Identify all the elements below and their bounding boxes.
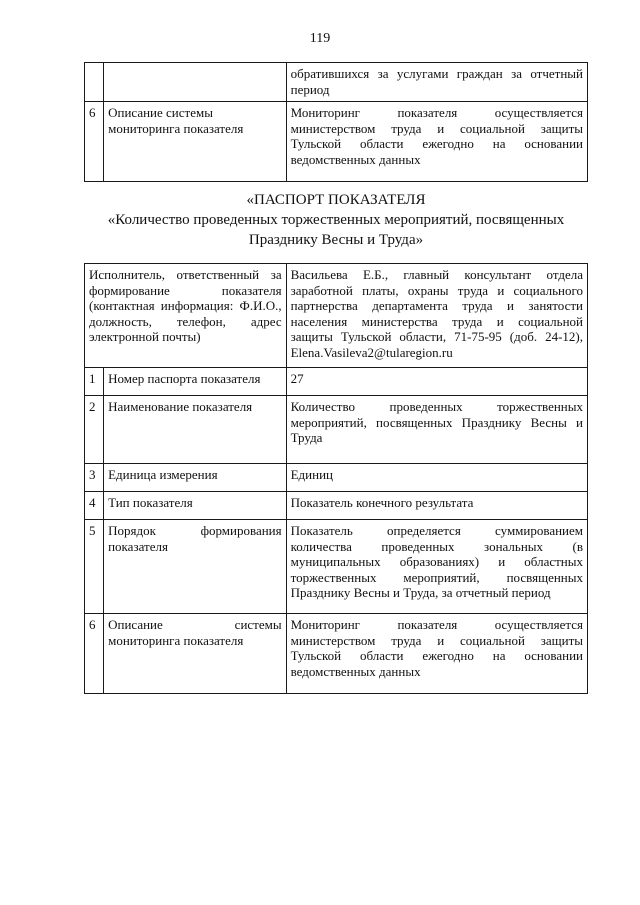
table-row [85, 492, 588, 520]
row-number: 6 [85, 614, 104, 694]
executor-row [85, 264, 588, 368]
passport-title: «ПАСПОРТ ПОКАЗАТЕЛЯ [246, 192, 426, 208]
row-number: 1 [85, 368, 104, 396]
row-value: обратившихся за услугами граждан за отчетный период [286, 63, 587, 102]
row-name: Единица измерения [104, 464, 287, 492]
row-value: Мониторинг показателя осуществляется министерством труда и социальной защиты Тульской области ежегодно на основании ведомственных данных [286, 102, 587, 182]
row-number: 5 [85, 520, 104, 614]
row-name: Описание системы мониторинга показателя [104, 614, 287, 694]
table-row [85, 396, 588, 464]
table-row [85, 102, 588, 182]
row-name: Описание системы мониторинга показателя [104, 102, 287, 182]
table-row [85, 368, 588, 396]
continuation-table [84, 62, 588, 182]
row-name: Наименование показателя [104, 396, 287, 464]
row-number: 6 [85, 102, 104, 182]
row-number: 3 [85, 464, 104, 492]
page-number: 119 [309, 31, 331, 46]
table-row [85, 614, 588, 694]
row-number: 2 [85, 396, 104, 464]
row-number [85, 63, 104, 102]
passport-subtitle-line2: Празднику Весны и Труда» [248, 232, 424, 248]
row-value: Количество проведенных торжественных мероприятий, посвященных Празднику Весны и Труда [286, 396, 587, 464]
row-name: Тип показателя [104, 492, 287, 520]
row-value: Показатель конечного результата [286, 492, 587, 520]
row-name [104, 63, 287, 102]
passport-table [84, 263, 588, 694]
table-row [85, 63, 588, 102]
executor-label: Исполнитель, ответственный за формирование показателя (контактная информация: Ф.И.О., должность, телефон, адрес электронной почты) [85, 264, 287, 368]
executor-value: Васильева Е.Б., главный консультант отдела заработной платы, охраны труда и социального партнерства департамента труда и занятости населения министерства труда и социальной защиты Тульской области, 71-75-95 (доб. 24-12), Elena.Vasileva2@tularegion.ru [286, 264, 587, 368]
row-value: Мониторинг показателя осуществляется министерством труда и социальной защиты Тульской области ежегодно на основании ведомственных данных [286, 614, 587, 694]
row-value: 27 [286, 368, 587, 396]
table-row [85, 520, 588, 614]
passport-subtitle-line1: «Количество проведенных торжественных мероприятий, посвященных [107, 212, 565, 228]
row-name: Номер паспорта показателя [104, 368, 287, 396]
row-name: Порядок формирования показателя [104, 520, 287, 614]
row-value: Показатель определяется суммированием количества проведенных зональных (в муниципальных образованиях) и областных торжественных мероприятий, посвященных Празднику Весны и Труда, за отчетный период [286, 520, 587, 614]
passport-heading [84, 190, 588, 250]
row-number: 4 [85, 492, 104, 520]
row-value: Единиц [286, 464, 587, 492]
table-row [85, 464, 588, 492]
